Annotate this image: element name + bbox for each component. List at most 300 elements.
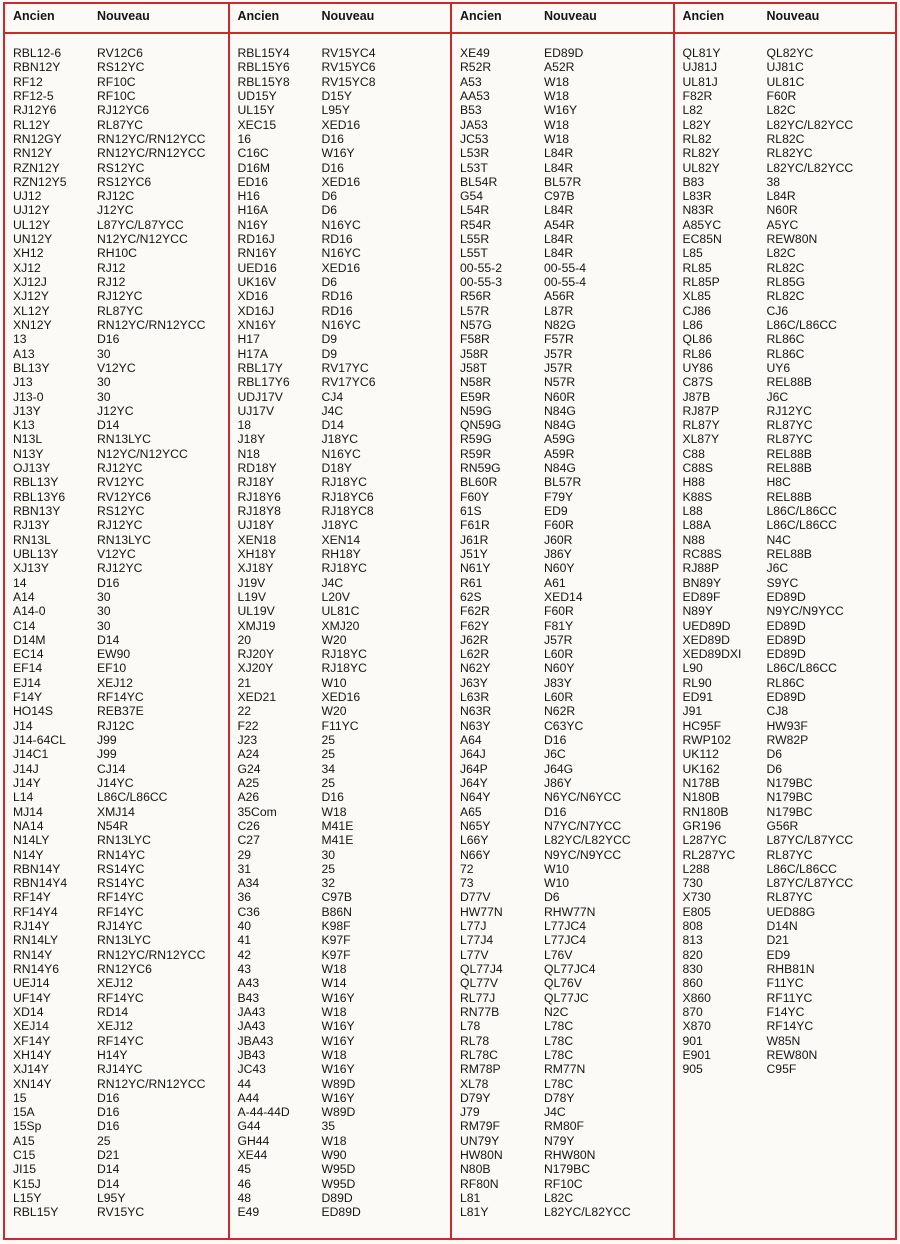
table-row [675,432,896,446]
new-part-number: ED9 [544,504,568,518]
old-part-number: R59R [460,446,492,461]
new-part-number: RHW77N [544,904,596,919]
new-part-number: W95D [321,1162,356,1177]
table-row [675,146,896,160]
old-part-number: A53 [460,74,482,89]
new-part-number: K98F [321,919,351,934]
old-part-number: XJ13Y [13,561,49,576]
old-part-number: MJ14 [13,804,43,819]
table-row [230,418,451,432]
new-part-number: RJ12YC [97,561,143,576]
table-row [5,518,228,532]
old-part-number: C14 [13,618,36,633]
table-row [675,848,896,862]
old-part-number: L85 [682,246,703,261]
new-part-number: ED89D [766,647,806,662]
table-row [230,361,451,375]
old-part-number: B53 [460,103,482,118]
old-part-number: N59G [460,403,492,418]
old-part-number: R56R [460,289,492,304]
old-part-number: F14Y [13,690,43,705]
old-part-number: A24 [237,747,260,762]
table-row [675,948,896,962]
old-part-number: L288 [682,861,710,876]
old-part-number: UL15Y [237,103,275,118]
old-part-number: UEJ14 [13,976,50,991]
table-row [452,762,673,776]
table-row [230,933,451,947]
table-row [452,261,673,275]
new-part-number: W85N [766,1033,801,1048]
table-row [230,976,451,990]
table-row [452,862,673,876]
table-row [5,733,228,747]
new-part-number: D14 [97,418,120,433]
old-part-number: 808 [682,919,703,934]
table-column [673,4,896,1238]
new-part-number: RHB81N [766,962,815,976]
old-part-number: L88 [682,504,703,518]
new-part-number: RJ18YC6 [321,489,374,504]
new-part-number: A61 [544,575,566,590]
new-part-number: XEN14 [321,532,361,547]
table-row [5,547,228,561]
old-part-number: QL77J4 [460,962,503,976]
old-part-number: GR196 [682,818,722,833]
old-part-number: UN79Y [460,1133,500,1148]
old-part-number: RBN14Y [13,861,61,876]
old-part-number: UJ12 [13,189,42,204]
old-part-number: 31 [237,861,252,876]
table-row [452,318,673,332]
table-row [675,690,896,704]
old-part-number: J64J [460,747,486,762]
new-part-number: UY6 [766,360,791,375]
table-row [230,948,451,962]
table-row [675,719,896,733]
old-part-number: A43 [237,976,260,991]
new-part-number: RL87YC [766,890,813,905]
old-part-number: L54R [460,203,490,218]
table-row [230,890,451,904]
old-part-number: J51Y [460,546,488,561]
old-part-number: N58R [460,375,492,390]
new-part-number: RL82C [766,260,805,275]
old-part-number: 15 [13,1090,27,1105]
old-part-number: N80B [460,1162,491,1177]
old-part-number: JC53 [460,131,489,146]
table-row [230,103,451,117]
old-part-number: G44 [237,1119,261,1134]
new-part-number: L84R [544,160,574,175]
old-part-number: A13 [13,346,35,361]
new-part-number: L84R [544,203,574,218]
table-row [230,60,451,74]
old-part-number: UN12Y [13,232,53,247]
new-part-number: L86C/L86CC [766,861,837,876]
old-part-number: JA43 [237,1004,266,1019]
old-part-number: E901 [682,1047,711,1062]
table-row [675,676,896,690]
table-row [452,833,673,847]
new-part-number: L78C [544,1076,574,1091]
header-nouveau: Nouveau [766,9,820,23]
new-part-number: 30 [97,618,111,633]
new-part-number: RV12YC [97,475,145,490]
old-part-number: N178B [682,775,720,790]
table-row [675,46,896,60]
old-part-number: K15J [13,1176,41,1191]
table-row [5,75,228,89]
new-part-number: RM77N [544,1062,586,1077]
table-row [230,1177,451,1191]
table-row [675,504,896,518]
new-part-number: N9YC/N9YCC [544,847,622,862]
new-part-number: 35 [321,1119,336,1134]
old-part-number: C36 [237,904,260,919]
new-part-number: RL82C [766,289,805,304]
table-row [452,361,673,375]
table-row [230,633,451,647]
old-part-number: D79Y [460,1090,491,1105]
old-part-number: N61Y [460,561,491,576]
table-row [230,862,451,876]
header-nouveau: Nouveau [321,9,375,23]
new-part-number: RM80F [544,1119,584,1134]
new-part-number: RF14YC [97,690,144,705]
old-part-number: RL86 [682,346,712,361]
new-part-number: N179BC [544,1162,591,1177]
new-part-number: J86Y [544,546,572,561]
new-part-number: D6 [766,747,783,762]
old-part-number: F62Y [460,618,490,633]
new-part-number: RL82C [766,131,805,146]
old-part-number: 35Com [237,804,277,819]
table-row [675,776,896,790]
table-row [230,1019,451,1033]
new-part-number: RN13LYC [97,833,151,848]
table-row [5,1105,228,1119]
old-part-number: J13-0 [13,389,44,404]
new-part-number: L87YC/L87YCC [766,876,854,891]
table-row [230,747,451,761]
table-row [5,175,228,189]
old-part-number: N66Y [460,847,491,862]
new-part-number: W18 [321,1004,347,1019]
table-row [675,1062,896,1076]
table-row [5,132,228,146]
new-part-number: RL82YC [766,146,813,161]
new-part-number: D16 [321,790,344,805]
new-part-number: RN12YC6 [97,962,152,976]
new-part-number: D14 [97,1162,120,1177]
new-part-number: XEJ12 [97,675,133,690]
new-part-number: N7YC/N7YCC [544,818,622,833]
table-row [675,762,896,776]
old-part-number: E59R [460,389,491,404]
table-row [230,1134,451,1148]
table-row [452,962,673,976]
old-part-number: HW80N [460,1148,503,1163]
old-part-number: 15Sp [13,1119,42,1134]
old-part-number: L77V [460,947,489,962]
table-row [5,590,228,604]
old-part-number: L55R [460,232,490,247]
old-part-number: A15 [13,1133,35,1148]
old-part-number: 36 [237,890,252,905]
table-row [5,1077,228,1091]
table-row [452,848,673,862]
old-part-number: XJ20Y [237,661,274,676]
old-part-number: L63R [460,690,490,705]
new-part-number: M41E [321,833,354,848]
new-part-number: XED16 [321,174,361,189]
table-row [675,332,896,346]
old-part-number: J91 [682,704,703,719]
table-row [675,475,896,489]
new-part-number: V12YC [97,360,136,375]
old-part-number: N63R [460,704,492,719]
old-part-number: 40 [237,919,252,934]
old-part-number: UJ17V [237,403,275,418]
table-row [675,633,896,647]
new-part-number: REL88B [766,546,812,561]
table-column [228,4,451,1238]
table-row [452,719,673,733]
table-row [230,790,451,804]
table-row [5,304,228,318]
table-row [230,304,451,318]
old-part-number: RBL15Y [13,1205,59,1220]
old-part-number: A-44-44D [237,1105,290,1120]
new-part-number: RF14YC [97,990,144,1005]
table-row [452,948,673,962]
old-part-number: JC43 [237,1062,266,1077]
table-row [5,161,228,175]
old-part-number: L14 [13,790,34,805]
old-part-number: XN14Y [13,1076,52,1091]
old-part-number: J14-64CL [13,733,66,747]
old-part-number: RF14Y [13,890,51,905]
table-row [230,504,451,518]
new-part-number: W16Y [321,1090,355,1105]
old-part-number: A26 [237,790,260,805]
old-part-number: HW77N [460,904,503,919]
new-part-number: N2C [544,1004,569,1019]
old-part-number: 870 [682,1004,703,1019]
old-part-number: J19V [237,575,266,590]
table-row [230,776,451,790]
table-row [675,132,896,146]
old-part-number: L88A [682,518,711,533]
new-part-number: RH18Y [321,546,361,561]
table-row [5,876,228,890]
table-row [5,490,228,504]
table-row [5,862,228,876]
old-part-number: RD18Y [237,461,277,476]
table-row [675,647,896,661]
old-part-number: EJ14 [13,675,41,690]
new-part-number: ED89D [766,618,806,633]
table-row [5,1034,228,1048]
table-row [452,347,673,361]
table-row [675,1034,896,1048]
table-row [5,289,228,303]
old-part-number: L19V [237,589,266,604]
new-part-number: RJ12YC [766,403,812,418]
old-part-number: XED21 [237,690,277,705]
old-part-number: X870 [682,1019,711,1034]
old-part-number: RL77J [460,990,496,1005]
new-part-number: REL88B [766,446,812,461]
new-part-number: N179BC [766,790,813,805]
old-part-number: N14LY [13,833,50,848]
table-row [675,304,896,318]
table-row [230,246,451,260]
table-row [5,647,228,661]
old-part-number: E49 [237,1205,260,1220]
new-part-number: XED16 [321,690,361,705]
table-row [5,576,228,590]
old-part-number: J13Y [13,403,41,418]
old-part-number: H17 [237,332,260,347]
old-part-number: RBL15Y8 [237,74,290,89]
new-part-number: 38 [766,174,781,189]
old-part-number: CJ86 [682,303,711,318]
table-row [5,533,228,547]
table-row [452,60,673,74]
table-row [230,704,451,718]
new-part-number: RHW80N [544,1148,596,1163]
old-part-number: J62R [460,632,489,647]
new-part-number: QL77JC [544,990,589,1005]
table-row [675,991,896,1005]
old-part-number: EC14 [13,647,44,662]
table-row [230,318,451,332]
new-part-number: D6 [544,890,560,905]
table-row [5,619,228,633]
table-row [230,404,451,418]
old-part-number: 16 [237,131,252,146]
table-row [230,1191,451,1205]
old-part-number: 20 [237,632,252,647]
new-part-number: L82YC/L82YCC [766,160,854,175]
table-row [452,1105,673,1119]
old-part-number: N63Y [460,718,491,733]
new-part-number: K97F [321,933,351,948]
new-part-number: RL86C [766,332,805,347]
table-row [5,461,228,475]
old-part-number: QN59G [460,418,502,433]
table-row [230,332,451,346]
table-row [5,318,228,332]
old-part-number: RM78P [460,1062,501,1077]
new-part-number: XEJ12 [97,1019,133,1034]
old-part-number: ED16 [237,174,268,189]
table-row [230,1034,451,1048]
new-part-number: N12YC/N12YCC [97,232,188,247]
table-row [230,1048,451,1062]
new-part-number: RJ12C [97,189,135,204]
old-part-number: XH12 [13,246,44,261]
new-part-number: D6 [766,761,783,776]
new-part-number: L78C [544,1033,574,1048]
table-row [452,504,673,518]
table-row [452,676,673,690]
old-part-number: XD14 [13,1004,44,1019]
table-row [452,1148,673,1162]
table-row [230,1162,451,1176]
old-part-number: RF80N [460,1176,499,1191]
new-part-number: 25 [321,747,336,762]
new-part-number: D15Y [321,88,352,103]
table-row [452,1048,673,1062]
new-part-number: XMJ20 [321,618,360,633]
new-part-number: J57R [544,346,573,361]
new-part-number: W18 [321,1133,347,1148]
old-part-number: RF12-5 [13,88,54,103]
new-part-number: F11YC [766,976,804,991]
new-part-number: L82C [544,1191,574,1205]
new-part-number: J14YC [97,775,134,790]
old-part-number: J14C1 [13,747,49,762]
table-row [230,132,451,146]
new-part-number: RL87YC [766,432,813,447]
table-row [230,690,451,704]
old-part-number: L55T [460,246,488,261]
table-row [452,633,673,647]
new-part-number: D16 [97,1105,120,1120]
old-part-number: RBL15Y6 [237,60,290,75]
new-part-number: W10 [321,675,347,690]
old-part-number: UK16V [237,275,277,289]
old-part-number: RJ12Y6 [13,103,57,118]
table-row [5,432,228,446]
new-part-number: 25 [97,1133,111,1148]
row-list [452,34,673,1220]
old-part-number: RL87Y [682,418,720,433]
new-part-number: F60R [544,604,574,619]
table-row [452,1191,673,1205]
old-part-number: UJ12Y [13,203,50,218]
old-part-number: RJ13Y [13,518,50,533]
table-row [675,661,896,675]
new-part-number: L86C/L86CC [97,790,168,805]
table-row [230,75,451,89]
old-part-number: JBA43 [237,1033,274,1048]
table-row [452,619,673,633]
old-part-number: UL12Y [13,217,51,232]
table-row [230,189,451,203]
old-part-number: RJ87P [682,403,720,418]
table-row [230,146,451,160]
table-row [675,175,896,189]
old-part-number: JA53 [460,117,488,132]
new-part-number: N84G [544,418,576,433]
old-part-number: 72 [460,861,474,876]
new-part-number: L60R [544,690,574,705]
new-part-number: L84R [544,232,574,247]
table-row [5,1005,228,1019]
table-row [675,619,896,633]
table-row [230,805,451,819]
table-row [452,132,673,146]
table-row [5,375,228,389]
table-row [452,1134,673,1148]
new-part-number: J12YC [97,403,134,418]
new-part-number: N16YC [321,246,361,261]
table-row [452,432,673,446]
